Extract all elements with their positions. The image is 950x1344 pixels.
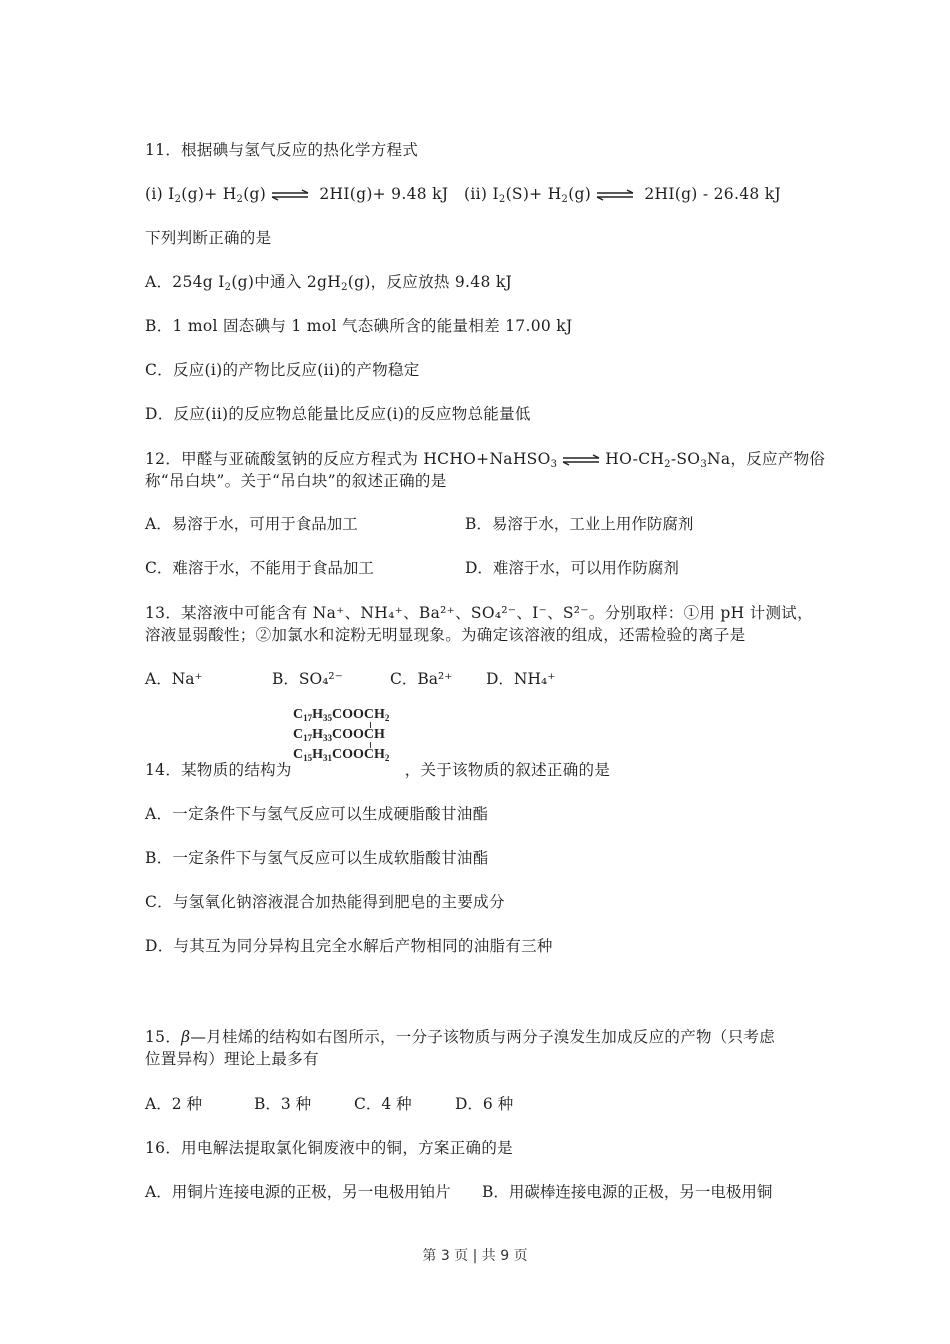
q14-stem xyxy=(145,759,610,781)
q13-option-a[interactable]: A．Na⁺ xyxy=(145,670,203,688)
q12-stem-a: 12．甲醛与亚硫酸氢钠的反应方程式为 HCHO+NaHSO xyxy=(145,450,551,468)
eq-ii-mid: (S)+ H xyxy=(505,185,562,203)
q12-option-c[interactable]: C．难溶于水，不能用于食品加工 xyxy=(145,559,374,577)
triglyceride-structure xyxy=(293,706,403,766)
q15-option-c[interactable]: C．4 种 xyxy=(354,1095,412,1113)
q11-prompt: 下列判断正确的是 xyxy=(145,229,272,247)
q15-stem-text: —月桂烯的结构如右图所示，一分子该物质与两分子溴发生加成反应的产物（只考虑 xyxy=(190,1028,775,1046)
q15-stem-line2: 位置异构）理论上最多有 xyxy=(145,1050,319,1068)
q14-option-a[interactable]: A．一定条件下与氢气反应可以生成硬脂酸甘油酯 xyxy=(145,805,489,823)
q11-a-part1: A．254g I xyxy=(145,273,225,291)
structure-row-3: $C_{15}H_{31}COOCH_2$ xyxy=(293,747,390,763)
eq-i-product: 2HI(g)+ 9.48 kJ xyxy=(314,185,449,203)
q12-stem-e: -SO xyxy=(670,450,701,468)
q15-option-a[interactable]: A．2 种 xyxy=(145,1095,202,1113)
q16-stem: 16．用电解法提取氯化铜废液中的铜，方案正确的是 xyxy=(145,1139,513,1157)
q11-option-a[interactable]: A．254g $I_2(g)$中通入 $2gH_2(g)$，反应放热 9.48 kJ xyxy=(145,273,513,293)
q15-beta: β xyxy=(181,1028,191,1046)
equilibrium-arrow-icon xyxy=(595,189,635,201)
eq-ii-mid2: (g) xyxy=(568,185,592,203)
q11-a-part3: (g)，反应放热 9.48 kJ xyxy=(347,273,513,291)
q11-equations: (i) $I_2(g)+ H_2(g)$ 2HI(g)+ 9.48 kJ (ii) $I_2(S)+ H_2(g)$ 2HI(g) - 26.48 kJ xyxy=(145,185,781,205)
q13-stem-line2: 溶液显弱酸性；②加氯水和淀粉无明显现象。为确定该溶液的组成，还需检验的离子是 xyxy=(145,626,746,644)
q13-stem-line1: 13．某溶液中可能含有 Na⁺、NH₄⁺、Ba²⁺、SO₄²⁻、I⁻、S²⁻。分别取样：①用 pH 计测试， xyxy=(145,604,813,622)
q13-option-d[interactable]: D．NH₄⁺ xyxy=(486,670,556,688)
q12-option-a[interactable]: A．易溶于水，可用于食品加工 xyxy=(145,515,358,533)
q12-option-d[interactable]: D．难溶于水，可以用作防腐剂 xyxy=(465,559,679,577)
q12-stem-sub1: 3 xyxy=(550,459,558,470)
structure-row-2: $C_{17}H_{33}COOCH$ xyxy=(293,726,403,746)
eq-ii-product: 2HI(g) - 26.48 kJ xyxy=(639,185,781,203)
q11-stem: 11．根据碘与氢气反应的热化学方程式 xyxy=(145,141,419,159)
eq-ii-prefix: (ii) I xyxy=(448,185,499,203)
q13-option-b[interactable]: B．SO₄²⁻ xyxy=(272,670,343,688)
eq-i-mid2: (g) xyxy=(243,185,267,203)
eq-i-mid: (g)+ H xyxy=(181,185,237,203)
q16-option-b[interactable]: B．用碳棒连接电源的正极，另一电极用铜 xyxy=(482,1183,773,1201)
q15-option-d[interactable]: D．6 种 xyxy=(455,1095,514,1113)
q12-option-b[interactable]: B．易溶于水，工业上用作防腐剂 xyxy=(465,515,694,533)
eq-i-prefix: (i) I xyxy=(145,185,175,203)
q12-stem-sub3: 3 xyxy=(700,459,707,470)
q14-option-b[interactable]: B．一定条件下与氢气反应可以生成软脂酸甘油酯 xyxy=(145,849,489,867)
q12-stem-g: Na，反应产物俗 xyxy=(706,450,826,468)
q11-option-c[interactable]: C．反应(i)的产物比反应(ii)的产物稳定 xyxy=(145,361,420,379)
q11-a-part2: (g)中通入 2gH xyxy=(231,273,342,291)
q12-stem-line2: 称“吊白块”。关于“吊白块”的叙述正确的是 xyxy=(145,472,447,490)
q15-option-b[interactable]: B．3 种 xyxy=(254,1095,312,1113)
q12-stem-line1 xyxy=(145,448,825,470)
equilibrium-arrow-icon xyxy=(270,189,310,201)
page-footer: 第 3 页 | 共 9 页 xyxy=(422,1248,528,1264)
q13-option-c[interactable]: C．Ba²⁺ xyxy=(390,670,453,688)
equilibrium-arrow-icon xyxy=(561,454,601,466)
structure-row-1: $C_{17}H_{35}COOCH_2$ xyxy=(293,706,403,726)
q16-option-a[interactable]: A．用铜片连接电源的正极，另一电极用铂片 xyxy=(145,1183,451,1201)
q14-stem-after: ，关于该物质的叙述正确的是 xyxy=(404,761,611,779)
q12-stem-sub2: 2 xyxy=(664,459,671,470)
q11-option-b[interactable]: B．1 mol 固态碘与 1 mol 气态碘所含的能量相差 17.00 kJ xyxy=(145,317,573,335)
q11-option-d[interactable]: D．反应(ii)的反应物总能量比反应(i)的反应物总能量低 xyxy=(145,405,531,423)
q14-option-d[interactable]: D．与其互为同分异构且完全水解后产物相同的油脂有三种 xyxy=(145,937,553,955)
q14-stem-before: 14．某物质的结构为 xyxy=(145,761,292,779)
q12-stem-c: HO-CH xyxy=(605,450,665,468)
q15-stem-line1 xyxy=(145,1026,775,1048)
q14-option-c[interactable]: C．与氢氧化钠溶液混合加热能得到肥皂的主要成分 xyxy=(145,893,505,911)
q15-prefix: 15． xyxy=(145,1028,182,1046)
